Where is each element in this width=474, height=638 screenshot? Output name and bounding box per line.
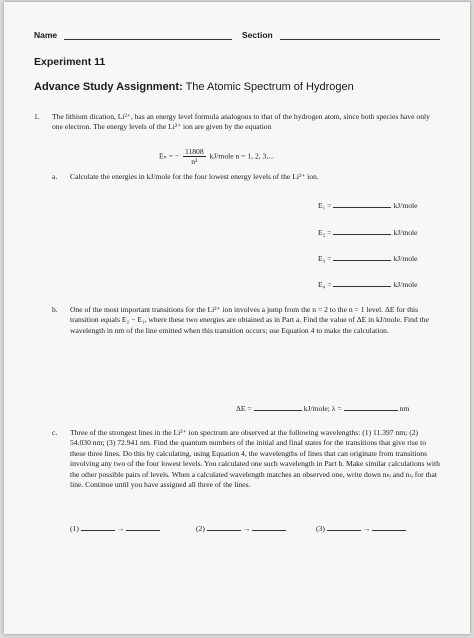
energy-answer-4 bbox=[318, 279, 418, 289]
line-number: (1) bbox=[70, 524, 79, 533]
line-number: (3) bbox=[316, 524, 325, 533]
question-intro: The lithium dication, Li²⁺, has an energy level formula analogous to that of the hydrogen atom, since both species have only one electron. The energy levels of the Li²⁺ ion are given by the equation bbox=[52, 112, 430, 132]
equation-fraction bbox=[183, 147, 206, 166]
energy-unit: kJ/mole bbox=[393, 201, 418, 210]
line-number: (2) bbox=[196, 524, 205, 533]
part-b-label: b. bbox=[52, 305, 58, 314]
arrow-icon: → bbox=[362, 524, 371, 533]
experiment-number: Experiment 11 bbox=[34, 56, 106, 68]
n-high-blank[interactable] bbox=[207, 523, 241, 531]
n-low-blank[interactable] bbox=[252, 523, 286, 531]
energy-label: E₃ = bbox=[318, 254, 332, 263]
energy-answer-1 bbox=[318, 200, 418, 210]
part-a-text: Calculate the energies in kJ/mole for the four lowest energy levels of the Li²⁺ ion. bbox=[70, 172, 319, 181]
part-c-label: c. bbox=[52, 428, 58, 437]
n-high-blank[interactable] bbox=[327, 523, 361, 531]
energy-blank[interactable] bbox=[333, 253, 391, 261]
title-bold: Advance Study Assignment: bbox=[34, 81, 183, 93]
energy-answer-3 bbox=[318, 253, 418, 263]
worksheet-page bbox=[4, 2, 470, 634]
section-label: Section bbox=[242, 30, 273, 40]
line-assignment-2 bbox=[196, 523, 288, 533]
delta-e-blank[interactable] bbox=[254, 403, 302, 411]
energy-unit: kJ/mole bbox=[393, 280, 418, 289]
n-high-blank[interactable] bbox=[81, 523, 115, 531]
energy-label: E₁ = bbox=[318, 201, 332, 210]
line-assignment-1 bbox=[70, 523, 162, 533]
part-b-answer bbox=[236, 403, 409, 413]
delta-e-label: ΔE = bbox=[236, 404, 252, 413]
arrow-icon: → bbox=[242, 524, 251, 533]
energy-label: E₂ = bbox=[318, 228, 332, 237]
title-rest: The Atomic Spectrum of Hydrogen bbox=[182, 81, 354, 93]
energy-blank[interactable] bbox=[333, 227, 391, 235]
energy-answer-2 bbox=[318, 227, 418, 237]
energy-unit: kJ/mole bbox=[393, 254, 418, 263]
equation-denominator: n² bbox=[191, 157, 198, 166]
part-a-label: a. bbox=[52, 172, 58, 181]
wavelength-unit: nm bbox=[399, 404, 410, 413]
page-title bbox=[34, 81, 354, 93]
wavelength-label: kJ/mole; λ = bbox=[303, 404, 342, 413]
n-low-blank[interactable] bbox=[372, 523, 406, 531]
arrow-icon: → bbox=[116, 524, 125, 533]
part-b-text: One of the most important transitions for the Li²⁺ ion involves a jump from the n = 2 to the n = 1 level. ΔE for this transition equals E₂ − E₁, where these two energies are obtained as in Part a. Find the value of ΔE in kJ/mole. Find the wavelength in nm of the line emitted when this transition occurs; use Equation 4 to make the calculation. bbox=[70, 305, 429, 335]
wavelength-blank[interactable] bbox=[344, 403, 398, 411]
equation-numerator: 11808 bbox=[184, 147, 204, 156]
section-field[interactable] bbox=[280, 30, 440, 40]
n-low-blank[interactable] bbox=[126, 523, 160, 531]
name-label: Name bbox=[34, 30, 58, 40]
part-c-text: Three of the strongest lines in the Li²⁺ ion spectrum are observed at the following wavelengths: (1) 11.397 nm; (2) 54.030 nm; (3) 72.941 nm. Find the quantum numbers of the initial and final states for the transitions that give rise to these three lines. Do this by calculating, using Equation 4, the wavelengths of lines that can originate from transitions involving any two of the four lowest levels. You calculated one such wavelength in Part b. Make similar calculations with the other possible pairs of levels. When a calculated wavelength matches an observed one, write down nₕᵢ and nₗₒ for that line. Continue until you have assigned all three of the lines. bbox=[70, 428, 440, 490]
equation-lhs: Eₙ = − bbox=[159, 151, 180, 161]
energy-blank[interactable] bbox=[333, 279, 391, 287]
equation-rhs: kJ/mole n = 1, 2, 3,... bbox=[209, 151, 274, 161]
energy-equation bbox=[159, 147, 274, 166]
line-assignment-3 bbox=[316, 523, 408, 533]
energy-label: E₄ = bbox=[318, 280, 332, 289]
energy-unit: kJ/mole bbox=[393, 228, 418, 237]
question-number: 1. bbox=[34, 112, 40, 121]
energy-blank[interactable] bbox=[333, 200, 391, 208]
name-field[interactable] bbox=[64, 30, 232, 40]
